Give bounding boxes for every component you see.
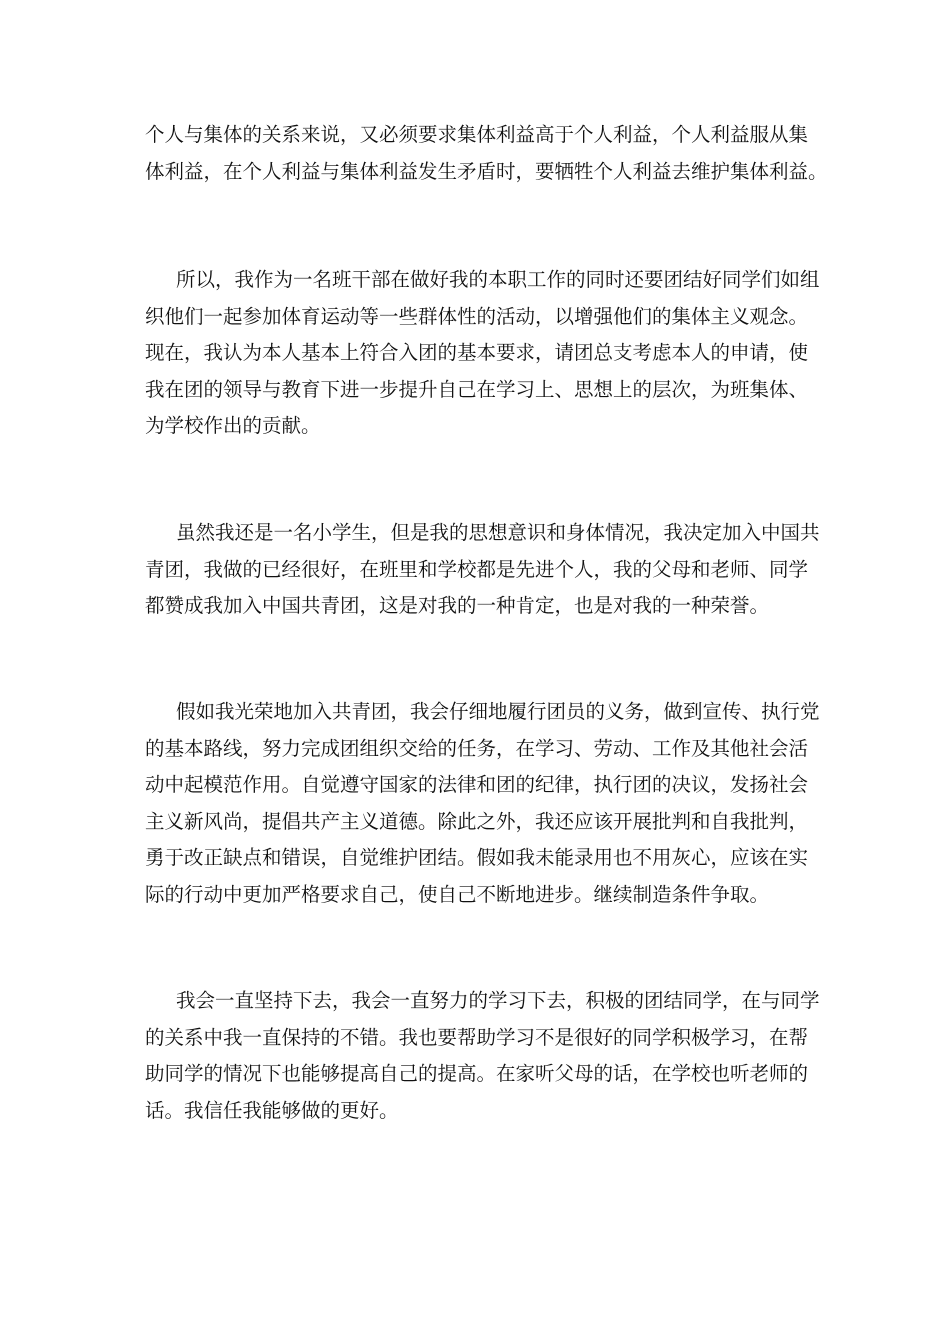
paragraph-line: 现在，我认为本人基本上符合入团的基本要求，请团总支考虑本人的申请，使: [145, 341, 809, 364]
paragraph-line: 的基本路线，努力完成团组织交给的任务，在学习、劳动、工作及其他社会活: [145, 736, 809, 760]
paragraph-line: 所以，我作为一名班干部在做好我的本职工作的同时还要团结好同学们如组: [176, 268, 820, 291]
paragraph-line: 个人与集体的关系来说，又必须要求集体利益高于个人利益，个人利益服从集: [145, 123, 809, 146]
paragraph-line: 我在团的领导与教育下进一步提升自己在学习上、思想上的层次，为班集体、: [145, 377, 809, 401]
paragraph-line: 青团，我做的已经很好，在班里和学校都是先进个人，我的父母和老师、同学: [145, 557, 809, 581]
paragraph-3: [145, 515, 820, 625]
paragraph-line: 勇于改正缺点和错误，自觉维护团结。假如我未能录用也不用灰心，应该在实: [145, 846, 809, 869]
paragraph-line: 动中起模范作用。自觉遵守国家的法律和团的纪律，执行团的决议，发扬社会: [145, 773, 809, 796]
paragraph-line: 话。我信任我能够做的更好。: [145, 1098, 399, 1122]
paragraph-line: 都赞成我加入中国共青团，这是对我的一种肯定，也是对我的一种荣誉。: [145, 594, 770, 617]
paragraph-line: 为学校作出的贡献。: [145, 414, 321, 437]
paragraph-line: 助同学的情况下也能够提高自己的提高。在家听父母的话，在学校也听老师的: [145, 1062, 809, 1085]
paragraph-line: 体利益，在个人利益与集体利益发生矛盾时，要牺牲个人利益去维护集体利益。: [145, 159, 828, 183]
paragraph-line: 我会一直坚持下去，我会一直努力的学习下去，积极的团结同学，在与同学: [176, 989, 820, 1012]
paragraph-line: 际的行动中更加严格要求自己，使自己不断地进步。继续制造条件争取。: [145, 882, 770, 906]
paragraph-5: [145, 983, 820, 1129]
paragraph-line: 的关系中我一直保持的不错。我也要帮助学习不是很好的同学积极学习，在帮: [145, 1025, 809, 1049]
paragraph-1: [145, 117, 828, 190]
paragraph-2: [145, 262, 820, 445]
paragraph-line: 织他们一起参加体育运动等一些群体性的活动，以增强他们的集体主义观念。: [145, 304, 809, 328]
paragraph-line: 主义新风尚，提倡共产主义道德。除此之外，我还应该开展批判和自我批判，: [145, 809, 809, 833]
paragraph-4: [145, 694, 820, 913]
paragraph-line: 虽然我还是一名小学生，但是我的思想意识和身体情况，我决定加入中国共: [176, 521, 820, 544]
paragraph-line: 假如我光荣地加入共青团，我会仔细地履行团员的义务，做到宣传、执行党: [176, 700, 820, 723]
